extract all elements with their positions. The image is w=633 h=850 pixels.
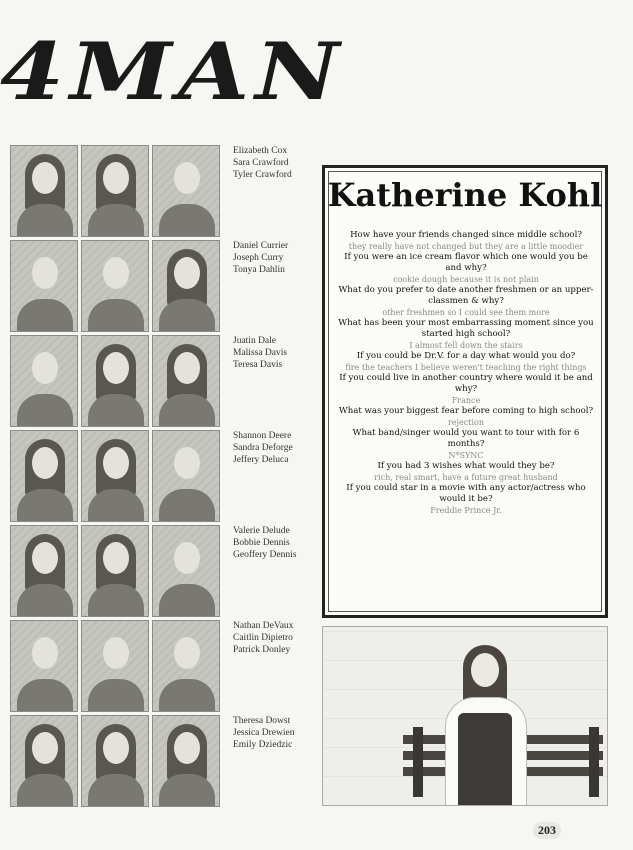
qa-question: What do you prefer to date another freshmen or an upper-classmen & why?: [338, 285, 594, 306]
portrait-photo: [81, 335, 149, 427]
student-name: Caitlin Dipietro: [233, 633, 293, 643]
portrait-photo: [10, 240, 78, 332]
name-list: [233, 430, 293, 466]
portrait-photo: [152, 620, 220, 712]
student-name: Shannon Deere: [233, 431, 292, 441]
student-name: Jeffery Deluca: [233, 455, 289, 465]
qa-list: [335, 230, 597, 516]
student-name: Daniel Currier: [233, 241, 289, 251]
name-list: [233, 335, 287, 371]
qa-question: What band/singer would you want to tour with for 6 months?: [352, 428, 580, 449]
name-list: [233, 715, 294, 751]
portrait-photo: [10, 715, 78, 807]
portrait-photo: [152, 525, 220, 617]
name-list: [233, 145, 292, 181]
feature-photo: [322, 626, 608, 806]
qa-question: If you could be Dr.V. for a day what would you do?: [356, 351, 576, 361]
student-name: Joseph Curry: [233, 253, 284, 263]
portrait-photo: [10, 430, 78, 522]
qa-answer: other freshmen so I could see them more: [382, 308, 550, 317]
student-name: Theresa Dowst: [233, 716, 291, 726]
student-name: Valerie Delude: [233, 526, 290, 536]
qa-answer: I almost fell down the stairs: [409, 341, 523, 350]
qa-answer: N*SYNC: [448, 451, 484, 460]
qa-answer: fire the teachers I believe weren't teaching the right things: [345, 363, 587, 372]
student-name: Geoffery Dennis: [233, 550, 297, 560]
qa-question: What has been your most embarrassing moment since you started high school?: [338, 318, 594, 339]
portrait-photo: [81, 620, 149, 712]
portrait-photo: [152, 240, 220, 332]
student-name: Tonya Dahlin: [233, 265, 285, 275]
portrait-photo: [81, 240, 149, 332]
student-name: Malissa Davis: [233, 348, 288, 358]
portrait-row: [10, 145, 220, 237]
portrait-row: [10, 715, 220, 807]
name-list: [233, 525, 296, 561]
qa-answer: Freddie Prince Jr.: [430, 506, 502, 515]
portrait-photo: [81, 525, 149, 617]
student-name: Nathan DeVaux: [233, 621, 294, 631]
feature-qa-box: [322, 165, 608, 618]
portrait-row: [10, 430, 220, 522]
portrait-row: [10, 620, 220, 712]
qa-question: How have your friends changed since middle school?: [350, 230, 582, 240]
page-number: 203: [533, 822, 561, 839]
portrait-photo: [81, 145, 149, 237]
student-name: Jessica Drewien: [233, 728, 295, 738]
qa-question: If you could star in a movie with any actor/actress who would it be?: [346, 483, 586, 504]
qa-answer: they really have not changed but they are a little moodier: [348, 242, 584, 251]
student-name: Teresa Davis: [233, 360, 283, 370]
portrait-row: [10, 525, 220, 617]
qa-answer: France: [451, 396, 481, 405]
portrait-photo: [81, 430, 149, 522]
portrait-photo: [152, 715, 220, 807]
portrait-photo: [10, 145, 78, 237]
portrait-photo: [10, 620, 78, 712]
feature-title: Katherine Kohl: [327, 176, 603, 214]
portrait-photo: [152, 145, 220, 237]
student-name: Tyler Crawford: [233, 170, 292, 180]
student-name: Elizabeth Cox: [233, 146, 288, 156]
student-name: Emily Dziedzic: [233, 740, 293, 750]
qa-answer: rich, real smart, have a future great husband: [374, 473, 558, 482]
portrait-photo: [10, 525, 78, 617]
student-name: Juatin Dale: [233, 336, 277, 346]
qa-question: If you could live in another country where would it be and why?: [339, 373, 593, 394]
student-name: Sandra Deforge: [233, 443, 293, 453]
student-name: Sara Crawford: [233, 158, 289, 168]
qa-question: What was your biggest fear before coming to high school?: [338, 406, 594, 416]
qa-question: If you were an ice cream flavor which one would you be and why?: [344, 252, 588, 273]
portrait-photo: [152, 430, 220, 522]
name-list: [233, 620, 293, 656]
student-name: Patrick Donley: [233, 645, 291, 655]
portrait-row: [10, 240, 220, 332]
qa-answer: cookie dough because it is not plain: [393, 275, 539, 284]
qa-question: If you had 3 wishes what would they be?: [377, 461, 555, 471]
qa-answer: rejection: [448, 418, 484, 427]
portrait-photo: [152, 335, 220, 427]
section-banner: 4MAN: [0, 29, 346, 115]
name-list: [233, 240, 288, 276]
portrait-photo: [81, 715, 149, 807]
portrait-row: [10, 335, 220, 427]
portrait-photo: [10, 335, 78, 427]
student-name: Bobbie Dennis: [233, 538, 290, 548]
